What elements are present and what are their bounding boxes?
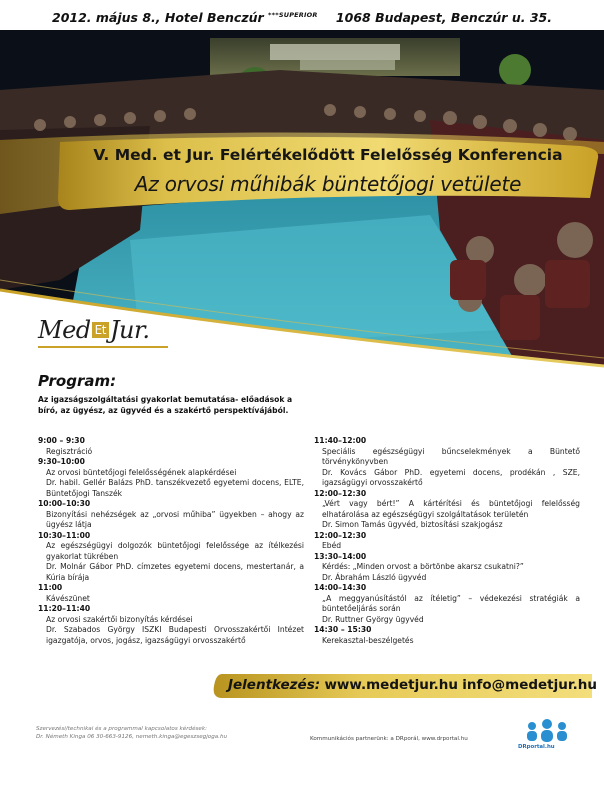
slot-description: Dr. Molnár Gábor PhD. címzetes egyetemi docens, mestertanár, a Kúria bírája bbox=[46, 562, 304, 582]
slot-description: Dr. habil. Gellér Balázs PhD. tanszékvezető egyetemi docens, ELTE, Büntetőjogi Tanszék bbox=[46, 478, 304, 498]
program-heading: Program: bbox=[38, 372, 117, 390]
slot-time: 10:00–10:30 bbox=[38, 499, 91, 508]
conference-title: V. Med. et Jur. Felértékelődött Felelősség Konferencia bbox=[93, 146, 563, 164]
slot-description: Dr. Kovács Gábor PhD. egyetemi docens, prodékán , SZE, igazságügyi orvosszakértő bbox=[322, 467, 580, 487]
program-slot bbox=[38, 531, 304, 584]
program-slot bbox=[38, 499, 304, 531]
event-date-venue: 2012. május 8., Hotel Benczúr bbox=[52, 10, 264, 25]
slot-time: 14:30 – 15:30 bbox=[314, 625, 372, 634]
slot-description: Az orvosi szakértői bizonyítás kérdései bbox=[46, 614, 193, 624]
slot-description: Bizonyítási nehézségek az „orvosi műhiba” ügyekben – ahogy az ügyész látja bbox=[46, 509, 304, 529]
program-slot bbox=[38, 604, 304, 646]
slot-description: Speciális egészségügyi bűncselekmények a Büntető törvénykönyvben bbox=[322, 446, 580, 466]
slot-description: Dr. Ruttner György ügyvéd bbox=[322, 614, 424, 624]
program-slot bbox=[38, 583, 304, 604]
logo-et: Et bbox=[92, 322, 109, 338]
program-column-left bbox=[38, 436, 304, 646]
program-slot bbox=[38, 436, 304, 457]
program-slot bbox=[314, 625, 580, 646]
slot-time: 12:00–12:30 bbox=[314, 488, 367, 498]
slot-time: 12:00–12:30 bbox=[314, 530, 367, 540]
program-slot bbox=[314, 489, 580, 531]
slot-time: 11:20–11:40 bbox=[38, 604, 91, 613]
registration-website-link[interactable]: www.medetjur.hu bbox=[324, 677, 458, 693]
logo-jur: Jur. bbox=[109, 316, 150, 344]
slot-description: Dr. Ábrahám László ügyvéd bbox=[322, 572, 427, 582]
organizer-line-2: Dr. Németh Kinga 06 30-663-9126, nemeth.kinga@egeszsegjoga.hu bbox=[36, 734, 228, 740]
drportal-people-icon bbox=[522, 718, 572, 746]
drportal-logo-text: DRportal.hu bbox=[518, 744, 555, 750]
slot-description: Dr. Simon Tamás ügyvéd, biztosítási szakjogász bbox=[322, 520, 503, 529]
slot-time: 11:40–12:00 bbox=[314, 436, 367, 445]
organizer-contact bbox=[36, 725, 227, 741]
slot-description: Az egészségügyi dolgozók büntetőjogi felelőssége az ítélkezési gyakorlat tükrében bbox=[46, 541, 304, 561]
slot-description: „A meggyanúsítástól az ítéletig” – védekezési stratégiák a büntetőeljárás során bbox=[322, 593, 580, 613]
registration-line bbox=[228, 677, 597, 693]
slot-description: Regisztráció bbox=[46, 446, 93, 456]
program-slot bbox=[38, 457, 304, 499]
partner-line: Kommunikációs partnerünk: a DRporál, www.drportal.hu bbox=[310, 736, 468, 742]
slot-description: Kerekasztal-beszélgetés bbox=[322, 635, 414, 645]
slot-description: „Vért vagy bért!” A kártérítési és büntetőjogi felelősség elhatárolása az egészségügyi szolgáltatások területén bbox=[322, 499, 580, 519]
event-address: 1068 Budapest, Benczúr u. 35. bbox=[335, 10, 552, 25]
slot-time: 9:30–10:00 bbox=[38, 457, 85, 466]
hotel-stars: ***SUPERIOR bbox=[268, 11, 318, 19]
slot-description: Az orvosi büntetőjogi felelősségének alapkérdései bbox=[46, 467, 237, 477]
slot-time: 14:00–14:30 bbox=[314, 583, 367, 592]
slot-time: 11:00 bbox=[38, 583, 63, 592]
program-intro: Az igazságszolgáltatási gyakorlat bemutatása- előadások a bíró, az ügyész, az ügyvéd és a szakértő perspektívájából. bbox=[38, 395, 293, 415]
event-info-line bbox=[0, 10, 604, 25]
program-slot bbox=[314, 436, 580, 489]
slot-description: Kérdés: „Minden orvost a börtönbe akarsz csukatni?” bbox=[322, 562, 524, 571]
program-slot bbox=[314, 552, 580, 584]
slot-description: Kávészünet bbox=[46, 593, 90, 603]
organizer-line-1: Szervezési/technikai és a programmal kapcsolatos kérdések: bbox=[36, 726, 207, 732]
registration-label: Jelentkezés: bbox=[228, 677, 321, 693]
slot-description: Ebéd bbox=[322, 541, 342, 550]
slot-time: 9:00 – 9:30 bbox=[38, 436, 85, 445]
slot-time: 10:30–11:00 bbox=[38, 530, 91, 540]
medetjur-logo bbox=[38, 316, 178, 352]
conference-subtitle: Az orvosi műhibák büntetőjogi vetülete bbox=[134, 172, 522, 196]
logo-med: Med bbox=[38, 316, 91, 344]
program-column-right bbox=[314, 436, 580, 646]
registration-email-link[interactable]: info@medetjur.hu bbox=[462, 677, 597, 693]
slot-description: Dr. Szabados György ISZKI Budapesti Orvosszakértői Intézet igazgatója, orvos, jogász, igazságügyi orvosszakértő bbox=[46, 625, 304, 645]
slot-time: 13:30–14:00 bbox=[314, 551, 367, 561]
program-slot bbox=[314, 531, 580, 552]
program-slot bbox=[314, 583, 580, 625]
